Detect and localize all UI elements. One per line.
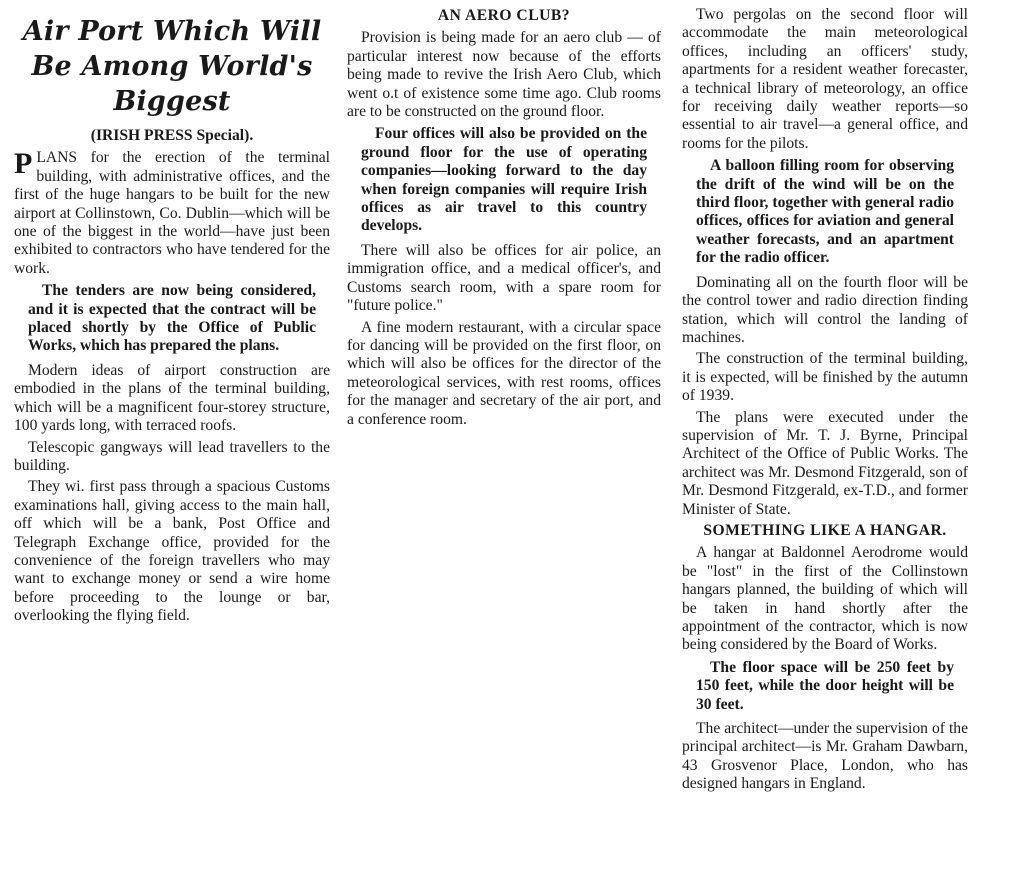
paragraph-four-offices: Four offices will also be provided on the ground floor for the use of operating companies—looking forward to the day when foreign companies will require Irish offices as air travel to this country develops. [361,125,647,235]
paragraph-gangways: Telescopic gangways will lead travellers to the building. [14,438,330,474]
article-byline: (IRISH PRESS Special). [90,127,254,144]
paragraph-balloon-room: A balloon filling room for observing the drift of the wind will be on the third floor, together with general radio offices, offices for aviation and general weather forecasts, and an apartment for the radio officer. [696,157,954,267]
paragraph-pergolas: Two pergolas on the second floor will accommodate the main meteorological offices, including an officers' study, apartments for a resident weather forecaster, a technical library of meteorology, an office for receiving daily weather reports—so essential to air travel—a general office, and rooms for the pilots. [682,6,968,152]
paragraph-air-police: There will also be offices for air police, an immigration office, and a medical officer's, and Customs search room, with a spare room for "future police." [347,241,661,315]
paragraph-floor-space: The floor space will be 250 feet by 150 feet, while the door height will be 30 feet. [696,658,954,713]
column-1 [14,6,330,629]
lead-paragraph-text: LANS for the erection of the terminal building, with administrative offices, and the first of the huge hangars to be built for the new airport at Collinstown, Co. Dublin—which will be one of the biggest in the world—have just been exhibited to contractors who have tendered for the work. [14,149,330,277]
lead-paragraph [14,149,330,278]
article-headline: Air Port Which Will Be Among World's Biggest [22,16,322,117]
column-3 [682,6,968,797]
paragraph-baldonnel: A hangar at Baldonnel Aerodrome would be "lost" in the first of the Collinstown hangars planned, the building of which will be taken in hand shortly after the appointment of the contractor, which is now being considered by the Board of Works. [682,544,968,654]
paragraph-construction-date: The construction of the terminal building, it is expected, will be finished by the autumn of 1939. [682,350,968,405]
column-2 [347,6,661,432]
paragraph-architects: The plans were executed under the supervision of Mr. T. J. Byrne, Principal Architect of the Office of Public Works. The architect was Mr. Desmond Fitzgerald, son of Mr. Desmond Fitzgerald, ex-T.D., and former Minister of State. [682,408,968,518]
paragraph-restaurant: A fine modern restaurant, with a circular space for dancing will be provided on the first floor, on which will also be offices for the director of the meteorological services, with rest rooms, offices for the manager and secretary of the air port, and a conference room. [347,318,661,428]
paragraph-control-tower: Dominating all on the fourth floor will be the control tower and radio direction finding station, which will control the landing of machines. [682,273,968,346]
drop-cap: P [14,147,33,181]
paragraph-customs-hall: They wi. first pass through a spacious Customs examinations hall, giving access to the main hall, off which will be a bank, Post Office and Telegraph Exchange office, provided for the convenience of the foreign travellers who may want to exchange money or send a wire home before proceeding to the lounge or bar, overlooking the flying field. [14,478,330,625]
paragraph-dawbarn: The architect—under the supervision of the principal architect—is Mr. Graham Dawbarn, 43 Grosvenor Place, London, who has designed hangars in England. [682,720,968,793]
subhead-aero-club: AN AERO CLUB? [437,7,571,24]
paragraph-tenders: The tenders are now being considered, and it is expected that the contract will be placed shortly by the Office of Public Works, which has prepared the plans. [28,282,316,355]
paragraph-aero-club: Provision is being made for an aero club — of particular interest now because of the efforts being made to revive the Irish Aero Club, which went o.t of existence some time ago. Club rooms are to be constructed on the ground floor. [347,29,661,121]
paragraph-modern-ideas: Modern ideas of airport construction are embodied in the plans of the terminal building, which will be a magnificent four-storey structure, 100 yards long, with terraced roofs. [14,361,330,435]
subhead-hangar: SOMETHING LIKE A HANGAR. [703,521,947,539]
